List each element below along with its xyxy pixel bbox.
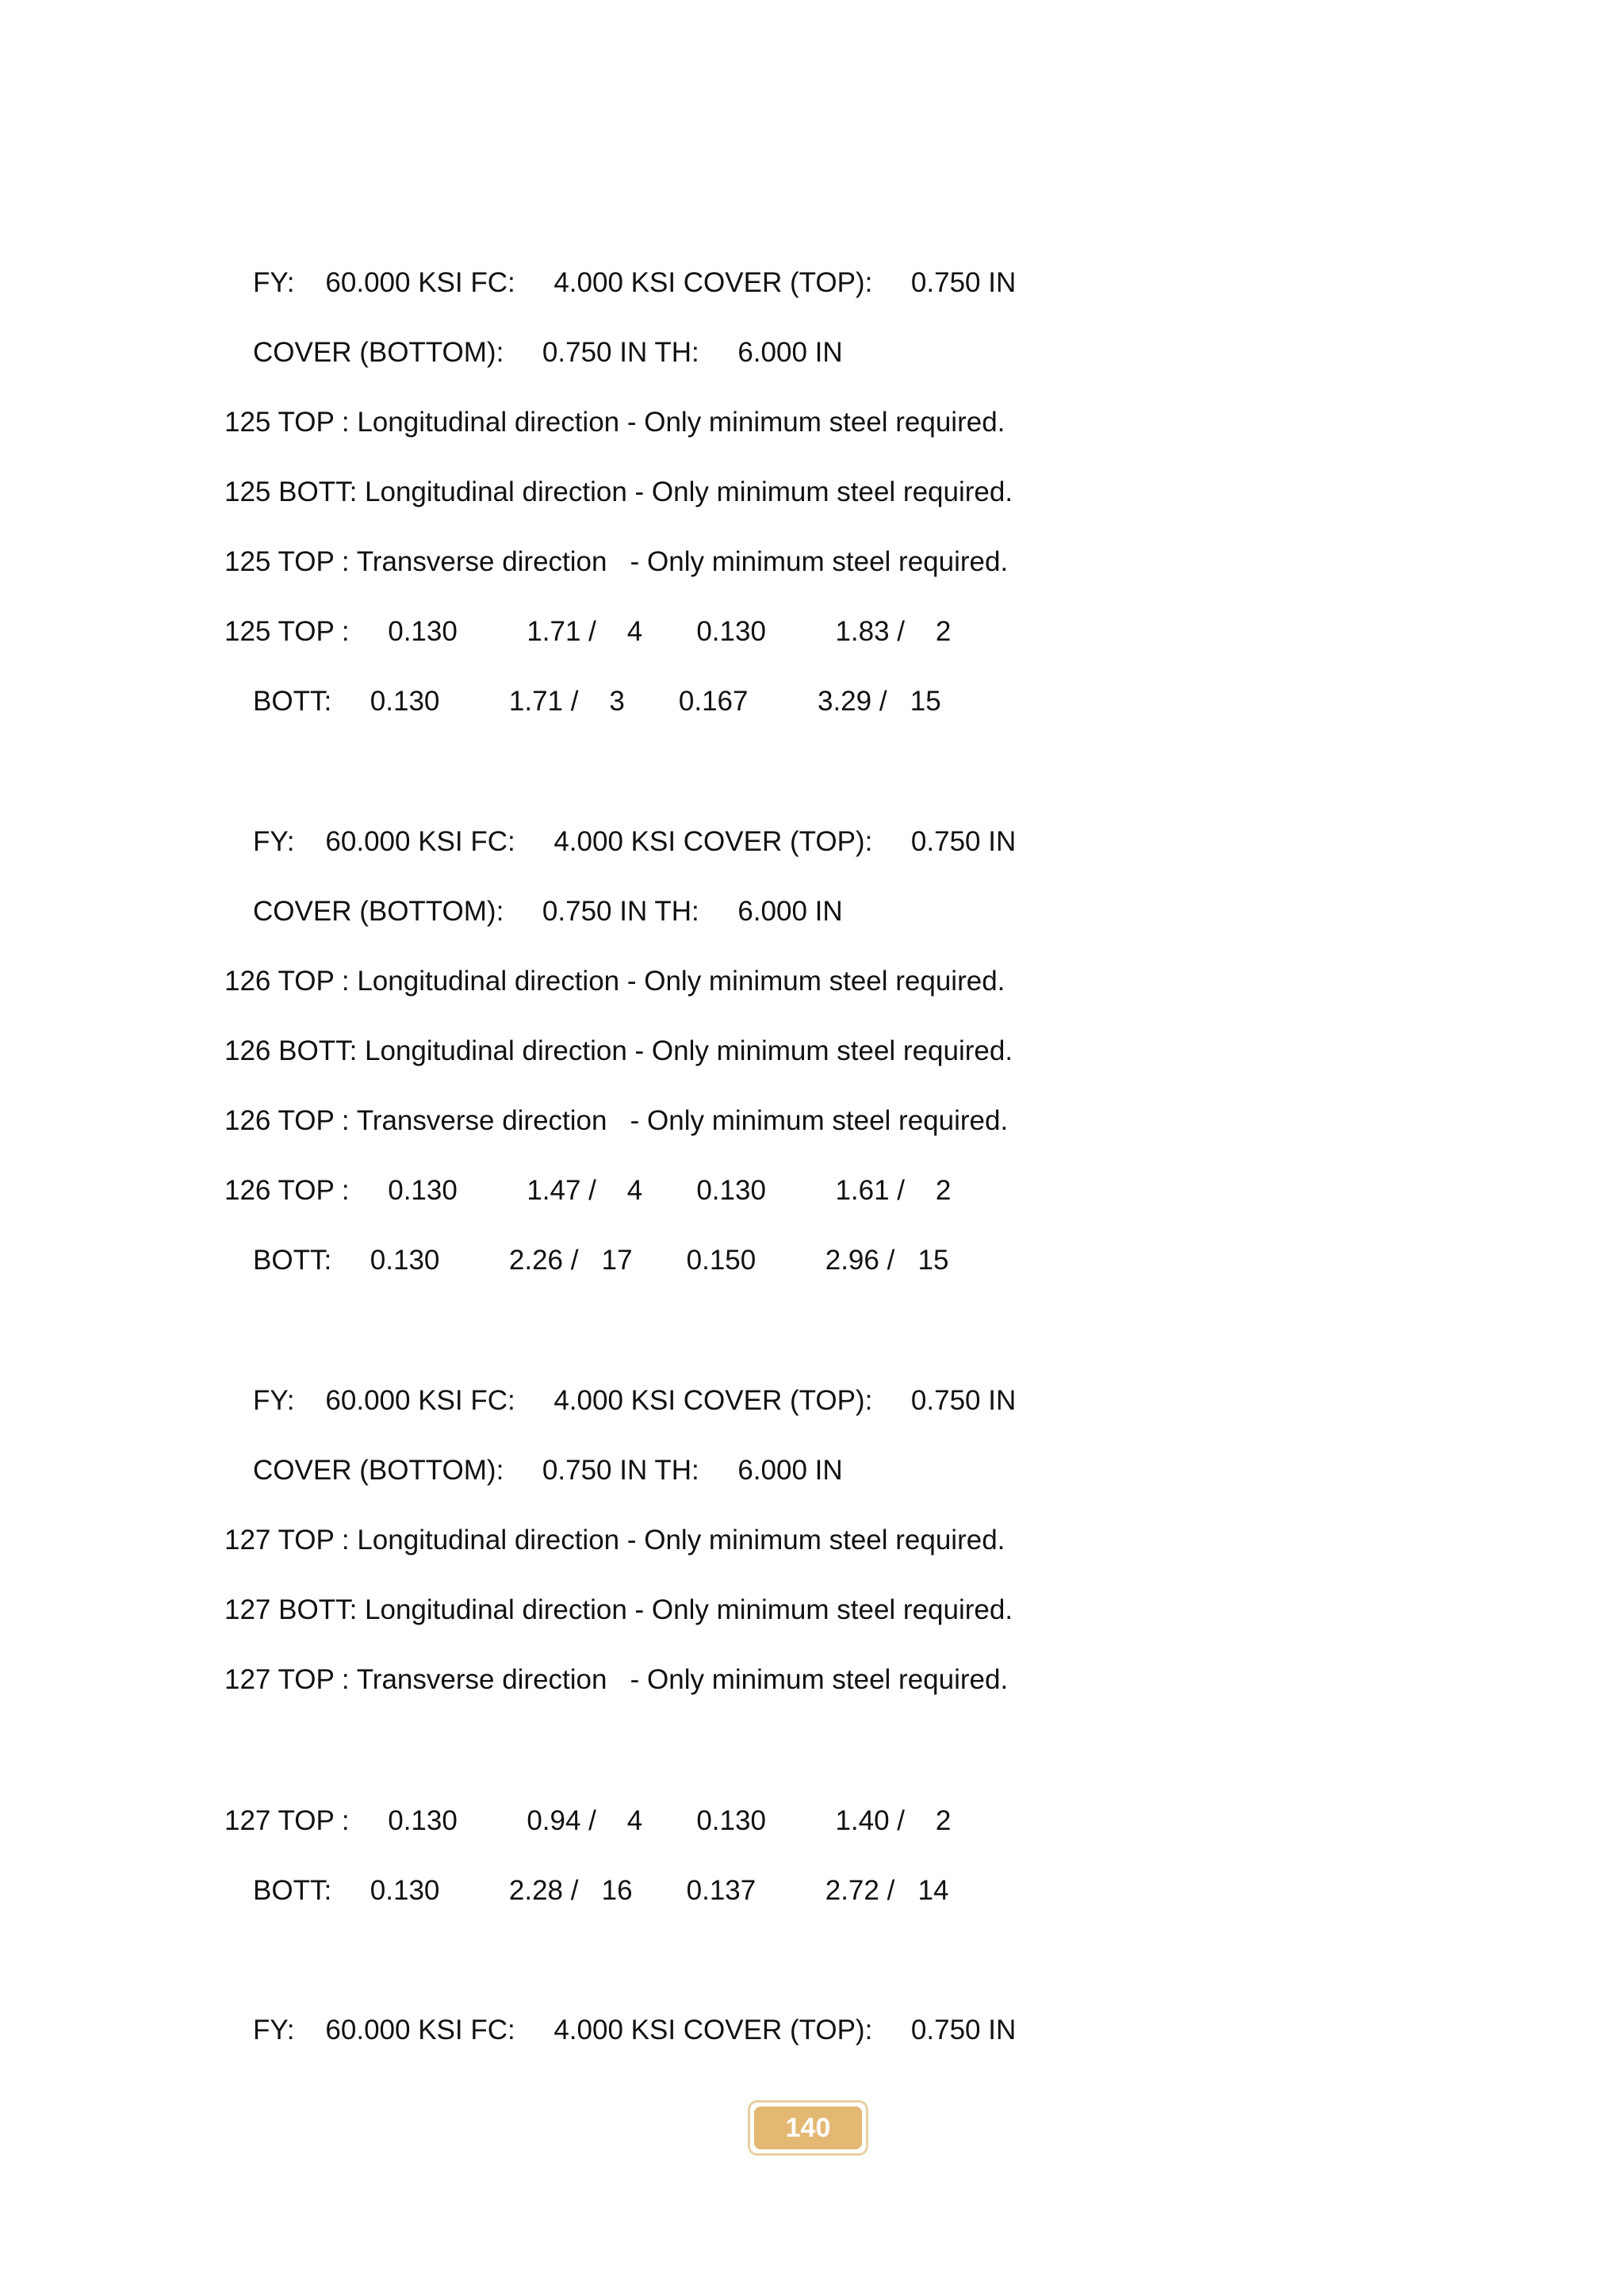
block-126-top-values: 126 TOP : 0.130 1.47 / 4 0.130 1.61 / 2 xyxy=(224,1175,952,1206)
page-number-badge xyxy=(748,2100,868,2156)
block-125-top-transverse: 125 TOP : Transverse direction - Only minimum steel required. xyxy=(224,546,1009,577)
block-126-bott-longitudinal: 126 BOTT: Longitudinal direction - Only minimum steel required. xyxy=(224,1035,1013,1066)
block-125-top-longitudinal: 125 TOP : Longitudinal direction - Only minimum steel required. xyxy=(224,407,1005,438)
block-125-top-values: 125 TOP : 0.130 1.71 / 4 0.130 1.83 / 2 xyxy=(224,616,952,647)
block-125-fy-line: FY: 60.000 KSI FC: 4.000 KSI COVER (TOP): 0.750 IN xyxy=(253,267,1017,298)
block-127-top-values: 127 TOP : 0.130 0.94 / 4 0.130 1.40 / 2 xyxy=(224,1805,952,1836)
block-127-cover-line: COVER (BOTTOM): 0.750 IN TH: 6.000 IN xyxy=(253,1455,843,1486)
block-127-fy-line: FY: 60.000 KSI FC: 4.000 KSI COVER (TOP): 0.750 IN xyxy=(253,1385,1017,1416)
block-127-bott-longitudinal: 127 BOTT: Longitudinal direction - Only minimum steel required. xyxy=(224,1594,1013,1625)
block-128-fy-line: FY: 60.000 KSI FC: 4.000 KSI COVER (TOP): 0.750 IN xyxy=(253,2015,1017,2045)
block-126-fy-line: FY: 60.000 KSI FC: 4.000 KSI COVER (TOP): 0.750 IN xyxy=(253,826,1017,857)
block-127-top-longitudinal: 127 TOP : Longitudinal direction - Only minimum steel required. xyxy=(224,1525,1005,1556)
block-125-cover-line: COVER (BOTTOM): 0.750 IN TH: 6.000 IN xyxy=(253,337,843,368)
page-number: 140 xyxy=(754,2107,862,2149)
block-125-bott-values: BOTT: 0.130 1.71 / 3 0.167 3.29 / 15 xyxy=(253,686,941,717)
block-127-bott-values: BOTT: 0.130 2.28 / 16 0.137 2.72 / 14 xyxy=(253,1875,949,1906)
block-125-bott-longitudinal: 125 BOTT: Longitudinal direction - Only minimum steel required. xyxy=(224,476,1013,507)
block-126-cover-line: COVER (BOTTOM): 0.750 IN TH: 6.000 IN xyxy=(253,896,843,927)
block-127-top-transverse: 127 TOP : Transverse direction - Only minimum steel required. xyxy=(224,1664,1009,1695)
block-126-top-longitudinal: 126 TOP : Longitudinal direction - Only minimum steel required. xyxy=(224,966,1005,997)
block-126-top-transverse: 126 TOP : Transverse direction - Only minimum steel required. xyxy=(224,1105,1009,1136)
block-126-bott-values: BOTT: 0.130 2.26 / 17 0.150 2.96 / 15 xyxy=(253,1245,949,1276)
